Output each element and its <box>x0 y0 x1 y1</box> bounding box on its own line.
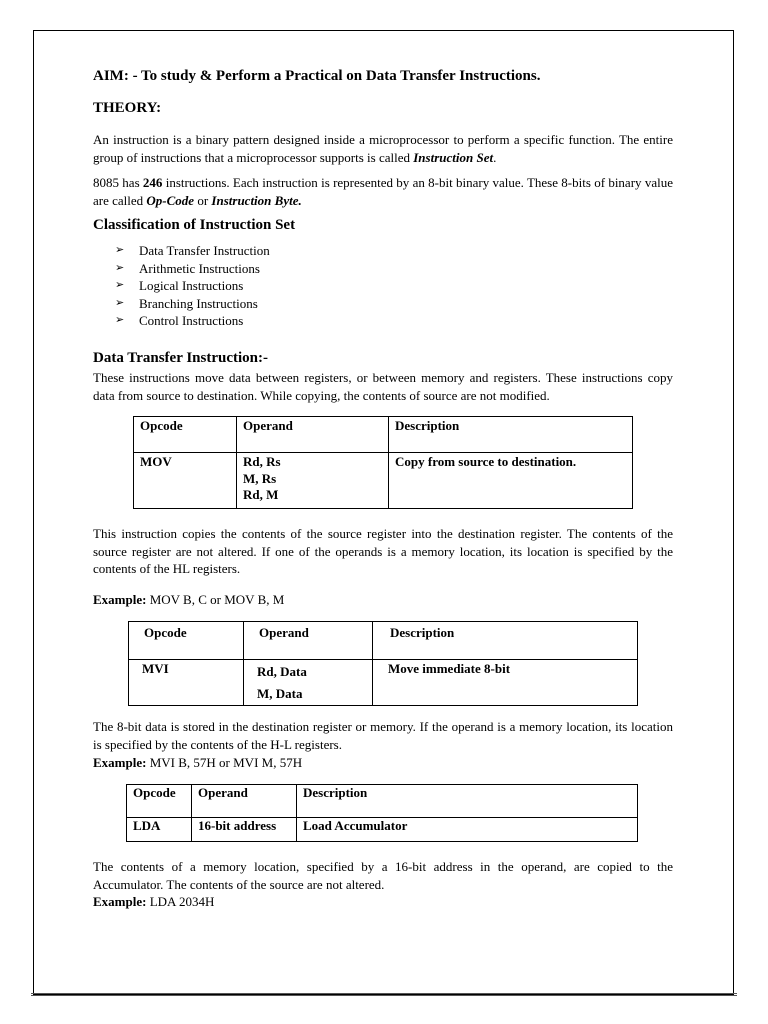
classification-heading: Classification of Instruction Set <box>93 217 296 233</box>
header-operand: Operand <box>192 785 297 818</box>
header-opcode: Opcode <box>134 417 237 453</box>
header-opcode: Opcode <box>127 785 192 818</box>
mvi-table <box>128 621 638 706</box>
classification-list <box>115 242 270 330</box>
op-code-term: Op-Code <box>146 192 195 208</box>
instruction-byte-term: Instruction Byte. <box>211 192 302 208</box>
arrowhead-bullet-icon: ➢ <box>115 279 125 291</box>
table-header-row <box>129 622 638 660</box>
mvi-example: Example: MVI B, 57H or MVI M, 57H <box>93 755 303 770</box>
mvi-opcode: MVI <box>129 660 244 706</box>
page-bottom-rule <box>31 993 737 996</box>
header-operand: Operand <box>237 417 389 453</box>
lda-table <box>126 784 638 842</box>
arrowhead-bullet-icon: ➢ <box>115 244 125 256</box>
table-row <box>134 453 633 509</box>
mov-opcode: MOV <box>134 453 237 509</box>
list-item: ➢ Control Instructions <box>115 313 244 328</box>
mvi-explanation: The 8-bit data is stored in the destination register or memory. If the operand is a memory location, its location is specified by the contents of the H-L registers. <box>93 719 673 752</box>
theory-heading: THEORY: <box>93 100 162 116</box>
instruction-set-term: Instruction Set <box>413 149 494 165</box>
mov-explanation: This instruction copies the contents of the source register into the destination register. The contents of the source register are not altered. If one of the operands is a memory location, its location is specified by the contents of the HL registers. <box>93 526 673 576</box>
table-header-row <box>134 417 633 453</box>
arrowhead-bullet-icon: ➢ <box>115 314 125 326</box>
intro-paragraph-2: 8085 has 246 instructions. Each instruction is represented by an 8-bit binary value. These 8-bits of binary value are called Op-Code or Instruction Byte. <box>93 175 673 208</box>
header-description: Description <box>373 622 638 660</box>
table-row <box>129 660 638 706</box>
mov-operands: Rd, Rs M, Rs Rd, M <box>237 453 389 509</box>
header-opcode: Opcode <box>129 622 244 660</box>
mvi-operands: Rd, Data M, Data <box>244 660 373 706</box>
lda-example: Example: LDA 2034H <box>93 894 215 909</box>
list-item: ➢ Data Transfer Instruction <box>115 243 270 258</box>
table-header-row <box>127 785 638 818</box>
header-description: Description <box>389 417 633 453</box>
list-item: ➢ Arithmetic Instructions <box>115 260 260 276</box>
list-item: ➢ Branching Instructions <box>115 295 258 311</box>
lda-description: Load Accumulator <box>297 818 638 842</box>
header-operand: Operand <box>244 622 373 660</box>
mov-example: Example: MOV B, C or MOV B, M <box>93 592 285 607</box>
table-row <box>127 818 638 842</box>
lda-operand: 16-bit address <box>192 818 297 842</box>
mov-table <box>133 416 633 509</box>
arrowhead-bullet-icon: ➢ <box>115 296 125 309</box>
header-description: Description <box>297 785 638 818</box>
data-transfer-description: These instructions move data between registers, or between memory and registers. These instructions copy data from source to destination. While copying, the contents of source are not modified. <box>93 370 673 403</box>
lda-opcode: LDA <box>127 818 192 842</box>
lda-explanation: The contents of a memory location, specified by a 16-bit address in the operand, are copied to the Accumulator. The contents of the source are not altered. <box>93 859 673 892</box>
aim-heading: AIM: - To study & Perform a Practical on Data Transfer Instructions. <box>93 68 541 84</box>
intro-paragraph-1: An instruction is a binary pattern designed inside a microprocessor to perform a specific function. The entire group of instructions that a microprocessor supports is called Instruction Set. <box>93 132 673 165</box>
arrowhead-bullet-icon: ➢ <box>115 261 125 274</box>
list-item: ➢ Logical Instructions <box>115 278 244 293</box>
data-transfer-heading: Data Transfer Instruction:- <box>93 350 268 366</box>
mvi-description: Move immediate 8-bit <box>373 660 638 706</box>
instruction-count: 246 <box>142 175 163 190</box>
mov-description: Copy from source to destination. <box>389 453 633 509</box>
